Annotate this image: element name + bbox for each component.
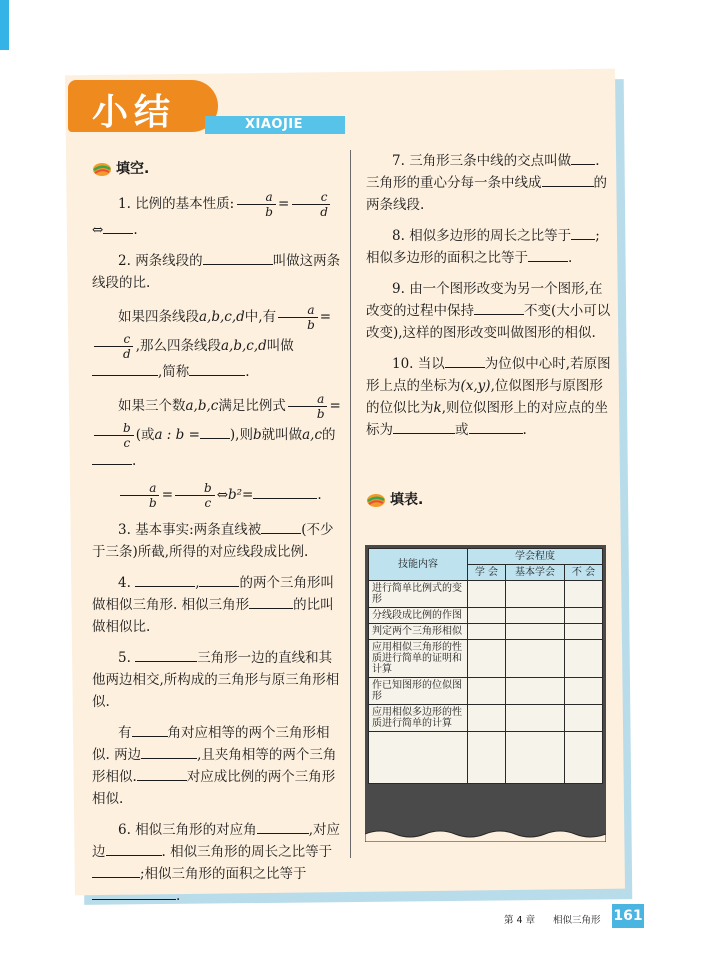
answer-blank[interactable] xyxy=(92,885,176,900)
table-row xyxy=(369,678,603,705)
table-row xyxy=(369,608,603,624)
answer-blank[interactable] xyxy=(571,225,595,240)
check-cell[interactable] xyxy=(565,624,603,640)
answer-blank[interactable] xyxy=(199,572,239,587)
item-9: 9. 由一个图形改变为另一个图形,在改变的过程中保持 不变(大小可以改变),这样的图形改变叫做图形的相似. xyxy=(366,281,611,341)
skill-cell: 作已知图形的位似图形 xyxy=(369,678,468,705)
answer-blank[interactable] xyxy=(132,722,168,737)
page-number: 161 xyxy=(612,904,644,928)
fraction: $\frac{a}{b}$ xyxy=(278,303,318,332)
answer-blank[interactable] xyxy=(92,361,158,376)
check-cell[interactable] xyxy=(505,581,564,608)
sub-col-header: 学 会 xyxy=(468,565,506,581)
table-row xyxy=(369,624,603,640)
column-divider xyxy=(350,150,351,858)
footer-title: 相似三角形 xyxy=(553,915,601,926)
sub-col-header: 不 会 xyxy=(565,565,603,581)
answer-blank[interactable] xyxy=(469,419,523,434)
col-degree-header: 学会程度 xyxy=(468,549,603,565)
check-cell[interactable] xyxy=(468,705,506,732)
check-cell[interactable] xyxy=(505,705,564,732)
item-4: 4. , 的两个三角形叫做相似三角形. 相似三角形 的比叫做相似比. xyxy=(92,572,342,638)
section-swirl-icon xyxy=(366,493,386,508)
fill-heading-label: 填空. xyxy=(116,161,150,177)
fraction: $\frac{c}{d}$ xyxy=(94,332,134,361)
answer-blank[interactable] xyxy=(203,250,273,265)
check-cell[interactable] xyxy=(505,608,564,624)
empty-cell[interactable] xyxy=(369,732,468,784)
empty-cell[interactable] xyxy=(468,732,506,784)
check-cell[interactable] xyxy=(505,624,564,640)
item-2c: 如果三个数a,b,c满足比例式 $\frac{a}{b}$ = $\frac{b}{c}$ (或a : b = ),则b就叫做a,c的. xyxy=(92,392,342,472)
item-3: 3. 基本事实:两条直线被 (不少于三条)所截,所得的对应线段成比例. xyxy=(92,519,342,563)
table-heading-label: 填表. xyxy=(390,492,424,508)
item-5b: 有 角对应相等的两个三角形相似. 两边 ,且夹角相等的两个三角形相似. 对应成比例的两个三角形相似. xyxy=(92,722,342,810)
section-swirl-icon xyxy=(92,162,112,177)
fraction: $\frac{c}{d}$ xyxy=(291,190,331,219)
check-cell[interactable] xyxy=(468,640,506,678)
item-2b: 如果四条线段a,b,c,d中,有 $\frac{a}{b}$ = $\frac{c}{d}$ ,那么四条线段a,b,c,d叫做,简称 . xyxy=(92,303,342,383)
fraction: $\frac{b}{c}$ xyxy=(175,481,215,510)
item-10: 10. 当以 为位似中心时,若原图形上点的坐标为(x,y),位似图形与原图形的位似比为k,则位似图形上的对应点的坐标为 或 . xyxy=(366,353,611,441)
answer-blank[interactable] xyxy=(141,744,197,759)
answer-blank[interactable] xyxy=(257,819,309,834)
answer-blank[interactable] xyxy=(135,572,195,587)
check-cell[interactable] xyxy=(468,624,506,640)
answer-blank[interactable] xyxy=(253,484,317,499)
answer-blank[interactable] xyxy=(445,353,485,368)
page-subtitle: XIAOJIE xyxy=(245,117,304,132)
item-5: 5. 三角形一边的直线和其他两边相交,所构成的三角形与原三角形相似. xyxy=(92,647,342,713)
skill-cell: 判定两个三角形相似 xyxy=(369,624,468,640)
empty-cell[interactable] xyxy=(505,732,564,784)
skill-cell: 进行简单比例式的变形 xyxy=(369,581,468,608)
fraction: $\frac{a}{b}$ xyxy=(236,190,276,219)
check-cell[interactable] xyxy=(468,678,506,705)
answer-blank[interactable] xyxy=(92,863,140,878)
table-row xyxy=(369,581,603,608)
answer-blank[interactable] xyxy=(393,419,455,434)
check-cell[interactable] xyxy=(468,581,506,608)
check-cell[interactable] xyxy=(565,581,603,608)
item-6: 6. 相似三角形的对应角 ,对应边 . 相似三角形的周长之比等于;相似三角形的面积之比等于. xyxy=(92,819,342,907)
right-column xyxy=(366,150,611,521)
item-2d: $\frac{a}{b}$ = $\frac{b}{c}$ ⇔b²= . xyxy=(92,481,342,510)
fraction: $\frac{a}{b}$ xyxy=(288,392,328,421)
answer-blank[interactable] xyxy=(542,172,594,187)
answer-blank[interactable] xyxy=(135,647,197,662)
check-cell[interactable] xyxy=(565,705,603,732)
answer-blank[interactable] xyxy=(189,361,245,376)
answer-blank[interactable] xyxy=(137,766,187,781)
answer-blank[interactable] xyxy=(474,300,524,315)
fill-heading xyxy=(92,158,342,180)
table-heading xyxy=(366,489,611,511)
fraction: $\frac{a}{b}$ xyxy=(120,481,160,510)
check-cell[interactable] xyxy=(565,678,603,705)
footer-chapter: 第 4 章 xyxy=(504,915,536,926)
check-cell[interactable] xyxy=(468,608,506,624)
skill-cell: 应用相似多边形的性质进行简单的计算 xyxy=(369,705,468,732)
answer-blank[interactable] xyxy=(261,519,301,534)
table-row xyxy=(369,640,603,678)
col-skill-header: 技能内容 xyxy=(369,549,468,581)
check-cell[interactable] xyxy=(565,608,603,624)
answer-blank[interactable] xyxy=(528,247,568,262)
check-cell[interactable] xyxy=(565,640,603,678)
skill-cell: 应用相似三角形的性质进行简单的证明和计算 xyxy=(369,640,468,678)
sub-col-header: 基本学会 xyxy=(505,565,564,581)
answer-blank[interactable] xyxy=(200,424,230,439)
answer-blank[interactable] xyxy=(92,450,132,465)
skill-cell: 分线段成比例的作图 xyxy=(369,608,468,624)
table-row xyxy=(369,705,603,732)
answer-blank[interactable] xyxy=(106,841,162,856)
edge-color-bar xyxy=(0,0,9,50)
check-cell[interactable] xyxy=(505,678,564,705)
item-7: 7. 三角形三条中线的交点叫做 .三角形的重心分每一条中线成 的两条线段. xyxy=(366,150,611,216)
item-2: 2. 两条线段的 叫做这两条线段的比. xyxy=(92,250,342,294)
answer-blank[interactable] xyxy=(103,219,133,234)
answer-blank[interactable] xyxy=(571,150,595,165)
fraction: $\frac{b}{c}$ xyxy=(94,421,134,450)
check-cell[interactable] xyxy=(505,640,564,678)
empty-cell[interactable] xyxy=(565,732,603,784)
left-column xyxy=(92,158,342,916)
item-1: 1. 比例的基本性质: $\frac{a}{b}$ = $\frac{c}{d}$ ⇔ . xyxy=(92,190,342,241)
torn-edge xyxy=(365,828,606,842)
table-row-empty xyxy=(369,732,603,784)
page-title: 小结 xyxy=(92,92,177,133)
skill-table xyxy=(368,548,603,784)
item-8: 8. 相似多边形的周长之比等于 ;相似多边形的面积之比等于 . xyxy=(366,225,611,269)
answer-blank[interactable] xyxy=(249,594,293,609)
